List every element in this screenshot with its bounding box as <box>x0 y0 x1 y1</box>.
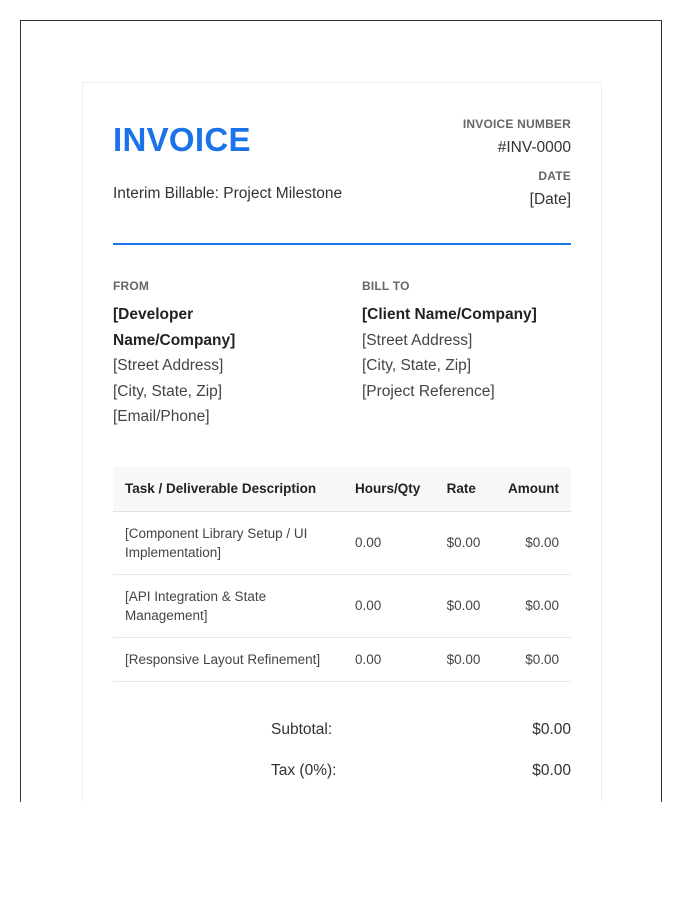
from-block <box>113 279 313 430</box>
table-row <box>113 511 571 574</box>
row-rate: $0.00 <box>435 511 494 574</box>
header-amount: Amount <box>494 467 571 511</box>
invoice-page <box>82 82 602 802</box>
from-name-line1: [Developer <box>113 306 194 323</box>
header-hours-qty: Hours/Qty <box>343 467 435 511</box>
bill-to-block <box>362 279 571 404</box>
tax-value: $0.00 <box>532 762 571 779</box>
row-qty: 0.00 <box>343 511 435 574</box>
row-amount: $0.00 <box>494 574 571 637</box>
header-rate: Rate <box>435 467 494 511</box>
date-label: DATE <box>538 169 571 183</box>
row-qty: 0.00 <box>343 637 435 681</box>
table-row <box>113 637 571 681</box>
from-street: [Street Address] <box>113 357 224 374</box>
line-items-table <box>113 467 571 682</box>
row-description: [API Integration & State Management] <box>113 574 343 637</box>
invoice-meta <box>463 117 571 221</box>
header-divider <box>113 243 571 245</box>
totals-block <box>113 721 571 802</box>
bill-to-city: [City, State, Zip] <box>362 357 472 374</box>
subtotal-label: Subtotal: <box>271 721 333 738</box>
subtotal-row <box>113 721 571 762</box>
row-rate: $0.00 <box>435 637 494 681</box>
from-label: FROM <box>113 279 150 293</box>
invoice-title: INVOICE <box>113 121 251 158</box>
row-description: [Component Library Setup / UI Implementation] <box>113 511 343 574</box>
document-viewport <box>20 20 662 802</box>
bill-to-reference: [Project Reference] <box>362 382 495 400</box>
table-row <box>113 574 571 637</box>
from-contact: [Email/Phone] <box>113 408 210 425</box>
bill-to-name: [Client Name/Company] <box>362 306 537 323</box>
row-amount: $0.00 <box>494 511 571 574</box>
row-qty: 0.00 <box>343 574 435 637</box>
header-description: Task / Deliverable Description <box>113 467 343 511</box>
invoice-number-label: INVOICE NUMBER <box>462 117 571 131</box>
row-amount: $0.00 <box>494 637 571 681</box>
subtotal-value: $0.00 <box>532 721 571 738</box>
invoice-number: #INV-0000 <box>497 139 571 156</box>
bill-to-street: [Street Address] <box>362 331 473 349</box>
tax-label: Tax (0%): <box>271 762 337 779</box>
bill-to-label: BILL TO <box>362 279 410 293</box>
from-name-line2: Name/Company] <box>113 331 236 349</box>
table-header-row <box>113 467 571 511</box>
invoice-date: [Date] <box>529 191 571 208</box>
tax-row <box>113 762 571 802</box>
row-description: [Responsive Layout Refinement] <box>113 637 343 681</box>
invoice-subtitle: Interim Billable: Project Milestone <box>113 185 343 202</box>
from-city: [City, State, Zip] <box>113 382 223 400</box>
row-rate: $0.00 <box>435 574 494 637</box>
